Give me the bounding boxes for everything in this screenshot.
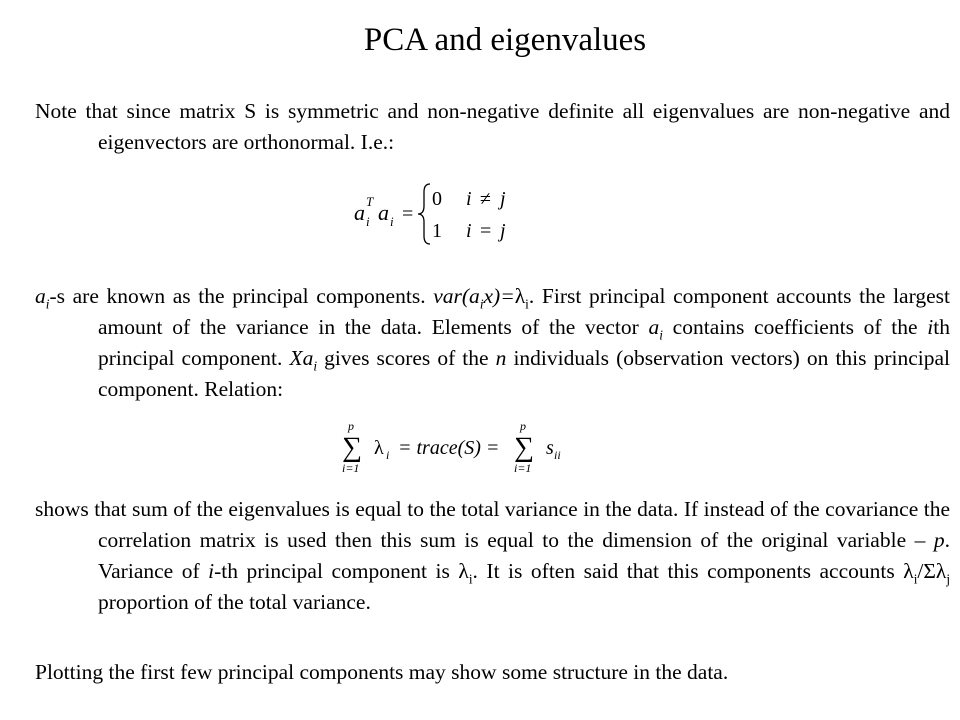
eq1-case2-i: i (466, 220, 472, 242)
paragraph-plotting: Plotting the first few principal components may show some structure in the data. (35, 660, 729, 684)
sum-icon-2: ∑ (514, 432, 534, 463)
eq2-upper-p2: p (520, 419, 526, 433)
eq1-case1-i: i (466, 188, 472, 210)
page-title: PCA and eigenvalues (363, 22, 647, 58)
eq1-sub-i: i (366, 214, 370, 229)
eq1-eq2: = (480, 220, 492, 242)
eq1-equals: = (402, 203, 414, 225)
eq1-sub-i2: i (390, 214, 394, 229)
paragraph-principal-components: $a_i-s$ are known as the principal components. $var(a_ix)=\lambda_i$. First principal component accounts the largest amount of the variance in the data. Elements of the vector $a_i$ contains coefficients of the ith principal component. $Xa_i$ gives scores of the n individuals (observation vectors) on this principal component. Relation: (35, 284, 950, 401)
eq1-neq: ≠ (480, 188, 491, 210)
equation-trace (340, 418, 580, 483)
left-brace-icon (418, 184, 430, 244)
eq1-sup-t: T (366, 194, 374, 209)
eq1-case1-j: j (500, 188, 506, 210)
sum-icon: ∑ (342, 432, 362, 463)
eq2-s-ii: ii (554, 448, 561, 462)
eq2-upper-p: p (348, 419, 354, 433)
paragraph-eigenvalue-sum: shows that sum of the eigenvalues is equal to the total variance in the data. If instead of the covariance the correlation matrix is used then this sum is equal to the dimension of the original variable – p. Variance of i-th principal component is $\lambda_i$. It is often said that this components accounts $\lambda_i/\Sigma\lambda_j$ proportion of the total variance. (35, 497, 951, 614)
eq1-one: 1 (432, 220, 442, 242)
eq2-s: s (546, 437, 554, 459)
eq1-a: a (354, 200, 365, 225)
eq2-lambda: λ (374, 437, 384, 459)
eq1-zero: 0 (432, 188, 442, 210)
paragraph-orthonormal: Note that since matrix S is symmetric and non-negative definite all eigenvalues are non-negative and eigenvectors are orthonormal. I.e.: (35, 99, 950, 154)
eq2-lower-2: i=1 (514, 461, 532, 475)
eq1-a2: a (378, 200, 389, 225)
eq1-case2-j: j (500, 220, 506, 242)
eq2-trace: = trace(S) = (398, 437, 500, 459)
equation-orthonormality (352, 180, 532, 253)
eq2-lambda-i: i (386, 448, 390, 462)
eq2-lower: i=1 (342, 461, 360, 475)
